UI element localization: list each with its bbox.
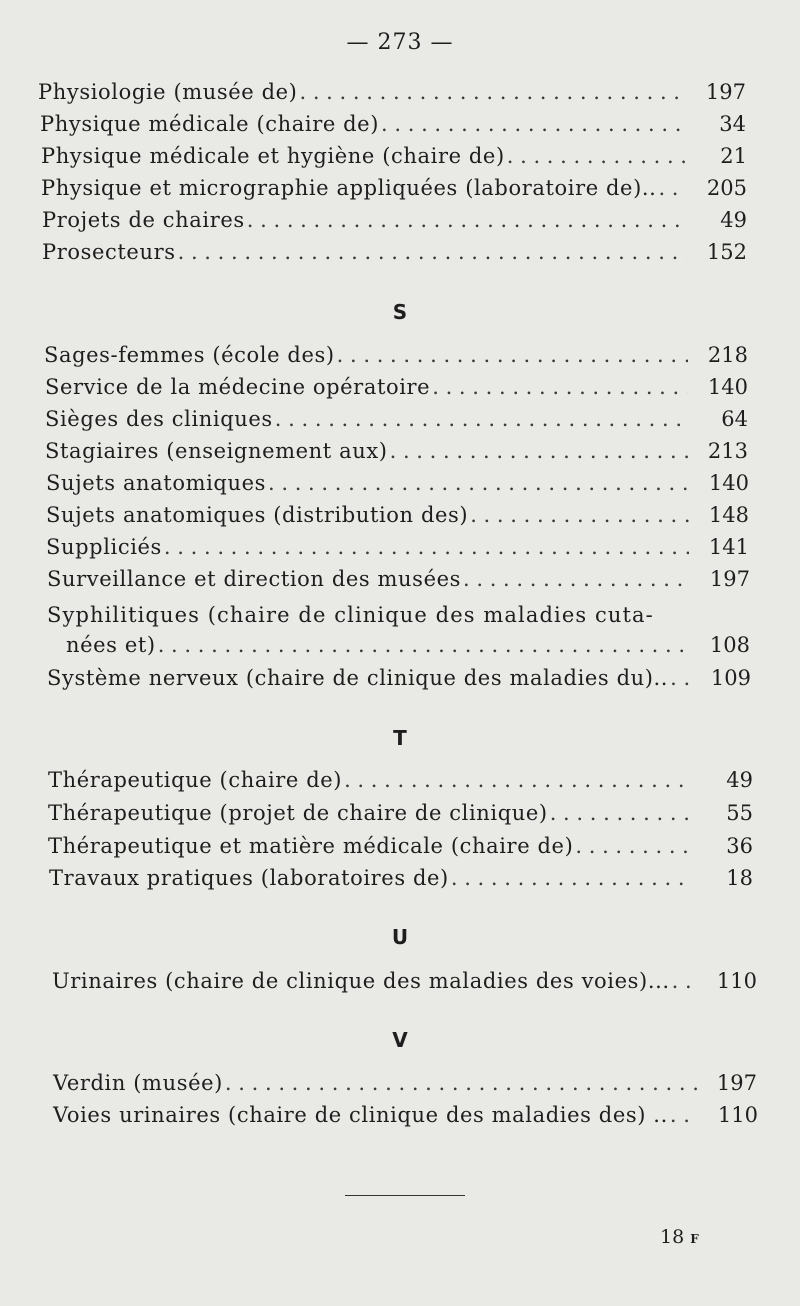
entry-label: Système nerveux (chaire de clinique des maladies du).. <box>47 666 669 690</box>
entry-page: 140 <box>708 471 749 495</box>
entry-label: Sujets anatomiques (distribution des) <box>46 503 469 527</box>
entry-label: Surveillance et direction des musées <box>47 567 461 591</box>
entry-page: 108 <box>709 633 750 657</box>
index-entry <box>41 144 747 176</box>
index-entry <box>42 208 747 240</box>
index-entry <box>46 503 749 535</box>
dot-leader <box>470 503 689 527</box>
entry-page: 21 <box>720 144 747 168</box>
entry-page: 140 <box>707 375 748 399</box>
entry-label: Stagiaires (enseignement aux) <box>45 439 388 463</box>
dot-leader <box>390 439 688 463</box>
index-entry <box>48 768 753 800</box>
section-letter-v: V <box>392 1028 408 1052</box>
signature-letter: F <box>690 1232 699 1246</box>
dot-leader <box>575 834 693 858</box>
index-entry <box>45 375 748 407</box>
index-entry <box>49 866 753 898</box>
dot-leader <box>158 633 690 657</box>
entry-page: 218 <box>707 343 748 367</box>
index-entry <box>42 240 747 272</box>
index-entry <box>44 343 748 375</box>
dot-leader <box>507 144 687 168</box>
entry-page: 49 <box>720 208 747 232</box>
index-entry <box>47 666 751 698</box>
entry-page: 36 <box>726 834 753 858</box>
dot-leader <box>178 240 687 264</box>
index-entry <box>38 80 746 112</box>
dot-leader <box>672 969 697 993</box>
index-entry <box>46 535 749 567</box>
section-letter-t: T <box>393 726 407 750</box>
index-entry <box>48 801 753 833</box>
entry-page: 197 <box>716 1071 757 1095</box>
page-number-header: — 273 — <box>346 30 454 55</box>
dot-leader <box>344 768 693 792</box>
index-entry <box>46 471 749 503</box>
dot-leader <box>550 801 693 825</box>
entry-page: 197 <box>709 567 750 591</box>
index-entry <box>40 112 746 144</box>
entry-label: Thérapeutique et matière médicale (chaire de) <box>48 834 574 858</box>
entry-page: 109 <box>710 666 751 690</box>
entry-label: nées et) <box>66 633 156 657</box>
entry-page: 64 <box>721 407 748 431</box>
entry-label: Verdin (musée) <box>53 1071 223 1095</box>
dot-leader <box>658 176 687 200</box>
index-entry <box>45 439 748 471</box>
entry-label: Physiologie (musée de) <box>38 80 298 104</box>
entry-label: Thérapeutique (projet de chaire de clinique) <box>48 801 548 825</box>
entry-label: Projets de chaires <box>42 208 245 232</box>
entry-label: Travaux pratiques (laboratoires de) <box>49 866 449 890</box>
dot-leader <box>225 1071 697 1095</box>
section-letter-u: U <box>391 925 409 949</box>
entry-label: Suppliciés <box>46 535 162 559</box>
index-entry <box>53 1071 757 1103</box>
dot-leader <box>451 866 693 890</box>
entry-label: Physique et micrographie appliquées (laboratoire de).. <box>41 176 657 200</box>
entry-page: 152 <box>706 240 747 264</box>
entry-page: 34 <box>719 112 746 136</box>
dot-leader <box>670 666 691 690</box>
dot-leader <box>275 407 688 431</box>
entry-label: Prosecteurs <box>42 240 176 264</box>
entry-page: 141 <box>708 535 749 559</box>
dot-leader <box>299 80 686 104</box>
signature-number: 18 <box>660 1226 685 1248</box>
index-entry <box>45 407 748 439</box>
entry-label: Sièges des cliniques <box>45 407 273 431</box>
entry-page: 110 <box>717 1103 758 1127</box>
entry-label: Physique médicale (chaire de) <box>40 112 380 136</box>
entry-page: 49 <box>726 768 753 792</box>
entry-page: 148 <box>708 503 749 527</box>
footer-rule <box>345 1195 465 1196</box>
index-entry <box>47 567 750 599</box>
index-entry <box>48 834 753 866</box>
printer-signature <box>660 1226 699 1248</box>
dot-leader <box>247 208 687 232</box>
entry-label: Sages-femmes (école des) <box>44 343 335 367</box>
dot-leader <box>268 471 689 495</box>
index-entry <box>41 176 747 208</box>
index-entry <box>53 1103 758 1135</box>
entry-page: 197 <box>705 80 746 104</box>
dot-leader <box>463 567 690 591</box>
entry-label: Physique médicale et hygiène (chaire de) <box>41 144 505 168</box>
entry-page: 205 <box>706 176 747 200</box>
entry-label: Sujets anatomiques <box>46 471 266 495</box>
section-letter-s: S <box>392 300 408 324</box>
dot-leader <box>337 343 688 367</box>
entry-page: 18 <box>726 866 753 890</box>
index-entry <box>52 969 757 1001</box>
entry-label: Voies urinaires (chaire de clinique des maladies des) .. <box>53 1103 668 1127</box>
dot-leader <box>432 375 688 399</box>
index-entry-first-line: Syphilitiques (chaire de clinique des maladies cuta- <box>47 603 654 627</box>
entry-page: 110 <box>716 969 757 993</box>
index-entry <box>66 633 750 665</box>
entry-label: Urinaires (chaire de clinique des maladies des voies)... <box>52 969 670 993</box>
entry-label: Thérapeutique (chaire de) <box>48 768 343 792</box>
dot-leader <box>164 535 689 559</box>
dot-leader <box>381 112 686 136</box>
entry-label: Service de la médecine opératoire <box>45 375 431 399</box>
dot-leader <box>670 1103 698 1127</box>
entry-page: 213 <box>707 439 748 463</box>
entry-page: 55 <box>726 801 753 825</box>
